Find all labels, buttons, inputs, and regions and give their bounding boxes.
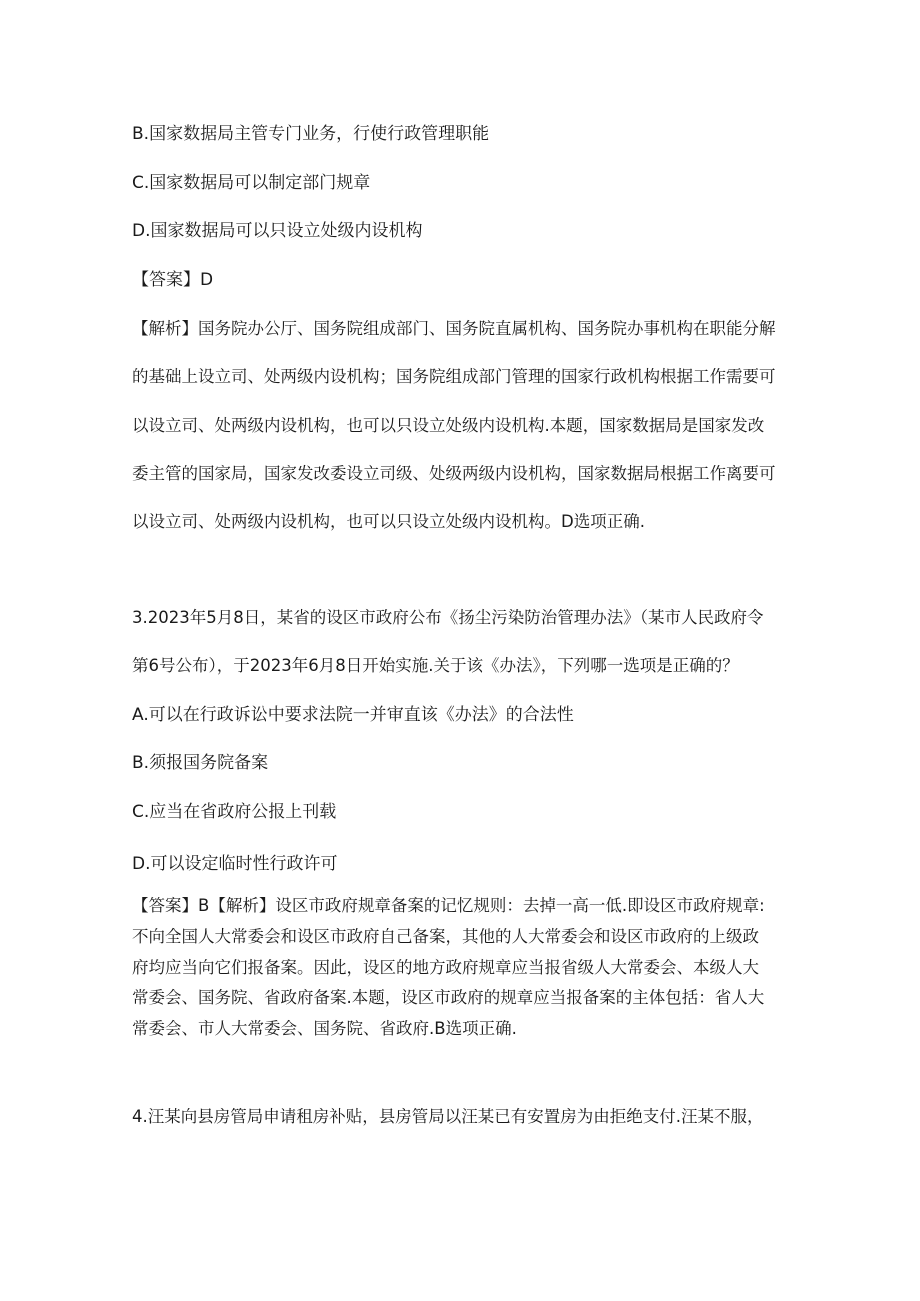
q3-analysis-line: 不向全国人大常委会和设区市政府自己备案，其他的人大常委会和设区市政府的上级政 <box>132 927 759 946</box>
q3-option-c: C.应当在省政府公报上刊载 <box>132 802 337 822</box>
q2-analysis-line: 委主管的国家局，国家发改委设立司级、处级两级内设机构，国家数据局根据工作离要可 <box>132 464 776 483</box>
q3-analysis-line: 常委会、市人大常委会、国务院、省政府.B选项正确. <box>132 1019 517 1038</box>
q4-stem-line: 4.汪某向县房管局申请租房补贴，县房管局以汪某已有安置房为由拒绝支付.汪某不服， <box>132 1107 764 1126</box>
q2-option-d: D.国家数据局可以只设立处级内设机构 <box>132 221 423 241</box>
q3-option-a: A.可以在行政诉讼中要求法院一并审直该《办法》的合法性 <box>132 705 574 725</box>
q2-analysis-line: 的基础上设立司、处两级内设机构；国务院组成部门管理的国家行政机构根据工作需要可 <box>132 367 776 386</box>
q2-analysis-line: 【解析】国务院办公厅、国务院组成部门、国务院直属机构、国务院办事机构在职能分解 <box>132 319 776 338</box>
q3-stem-line: 第6号公布），于2023年6月8日开始实施.关于该《办法》，下列哪一选项是正确的？ <box>132 656 739 675</box>
q3-stem-line: 3.2023年5月8日，某省的设区市政府公布《扬尘污染防治管理办法》（某市人民政府令 <box>132 608 764 627</box>
q3-option-d: D.可以设定临时性行政许可 <box>132 854 338 874</box>
q2-analysis-line: 以设立司、处两级内设机构，也可以只设立处级内设机构.本题，国家数据局是国家发改 <box>132 416 765 435</box>
q2-answer: 【答案】D <box>132 270 214 290</box>
q3-option-b: B.须报国务院备案 <box>132 753 269 773</box>
q3-analysis-line: 府均应当向它们报备案。因此，设区的地方政府规章应当报省级人大常委会、本级人大 <box>132 958 759 977</box>
q2-option-c: C.国家数据局可以制定部门规章 <box>132 173 371 193</box>
q2-analysis-line: 以设立司、处两级内设机构，也可以只设立处级内设机构。D选项正确. <box>132 512 645 531</box>
q3-analysis-line: 【答案】B【解析】设区市政府规章备案的记忆规则：去掉一高一低.即设区市政府规章: <box>132 896 765 915</box>
q2-option-b: B.国家数据局主管专门业务，行使行政管理职能 <box>132 124 490 144</box>
q3-analysis-line: 常委会、国务院、省政府备案.本题，设区市政府的规章应当报备案的主体包括：省人大 <box>132 988 765 1007</box>
